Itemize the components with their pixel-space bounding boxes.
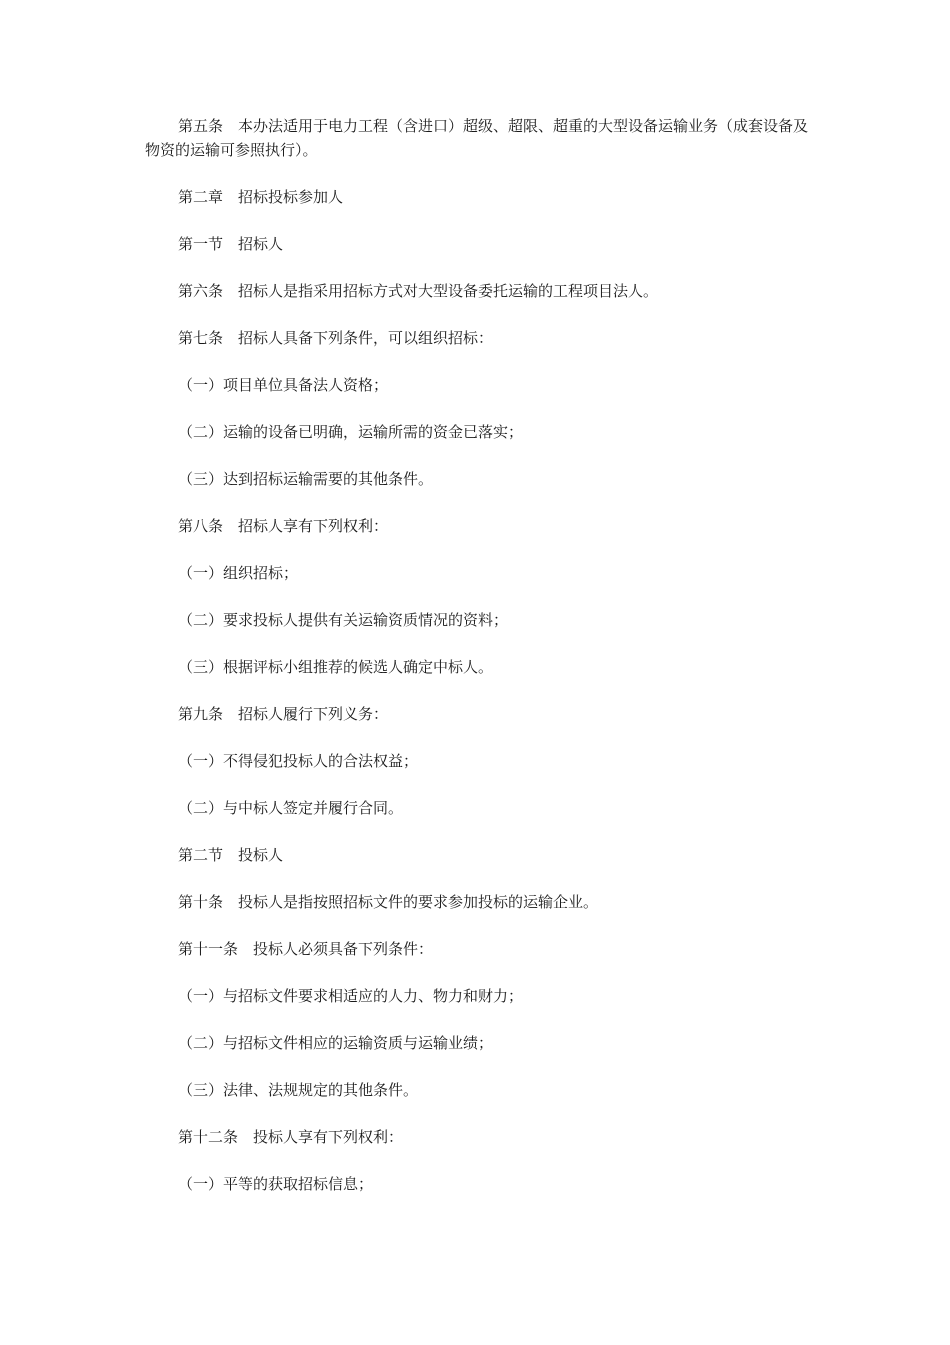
- paragraph-article-6: 第六条 招标人是指采用招标方式对大型设备委托运输的工程项目法人。: [178, 282, 659, 300]
- list-item: （三）根据评标小组推荐的候选人确定中标人。: [178, 658, 494, 676]
- list-item: （一）项目单位具备法人资格；: [178, 376, 389, 394]
- paragraph-article-12: 第十二条 投标人享有下列权利：: [178, 1128, 404, 1146]
- chapter-heading: 第二章 招标投标参加人: [178, 188, 344, 206]
- paragraph-article-7: 第七条 招标人具备下列条件，可以组织招标：: [178, 329, 494, 347]
- section-heading: 第二节 投标人: [178, 846, 284, 864]
- list-item: （二）与招标文件相应的运输资质与运输业绩；: [178, 1034, 494, 1052]
- paragraph-article-10: 第十条 投标人是指按照招标文件的要求参加投标的运输企业。: [178, 893, 599, 911]
- list-item: （一）与招标文件要求相适应的人力、物力和财力；: [178, 987, 524, 1005]
- section-heading: 第一节 招标人: [178, 235, 284, 253]
- list-item: （二）与中标人签定并履行合同。: [178, 799, 404, 817]
- paragraph-article-8: 第八条 招标人享有下列权利：: [178, 517, 389, 535]
- list-item: （二）要求投标人提供有关运输资质情况的资料；: [178, 611, 509, 629]
- list-item: （二）运输的设备已明确，运输所需的资金已落实；: [178, 423, 524, 441]
- paragraph-article-5: 第五条 本办法适用于电力工程（含进口）超级、超限、超重的大型设备运输业务（成套设备及物资的运输可参照执行）。: [145, 117, 809, 159]
- paragraph-article-9: 第九条 招标人履行下列义务：: [178, 705, 389, 723]
- document-body: [145, 114, 810, 1219]
- list-item: （三）法律、法规规定的其他条件。: [178, 1081, 419, 1099]
- list-item: （一）平等的获取招标信息；: [178, 1175, 374, 1193]
- list-item: （一）组织招标；: [178, 564, 299, 582]
- list-item: （三）达到招标运输需要的其他条件。: [178, 470, 434, 488]
- paragraph-article-11: 第十一条 投标人必须具备下列条件：: [178, 940, 434, 958]
- list-item: （一）不得侵犯投标人的合法权益；: [178, 752, 419, 770]
